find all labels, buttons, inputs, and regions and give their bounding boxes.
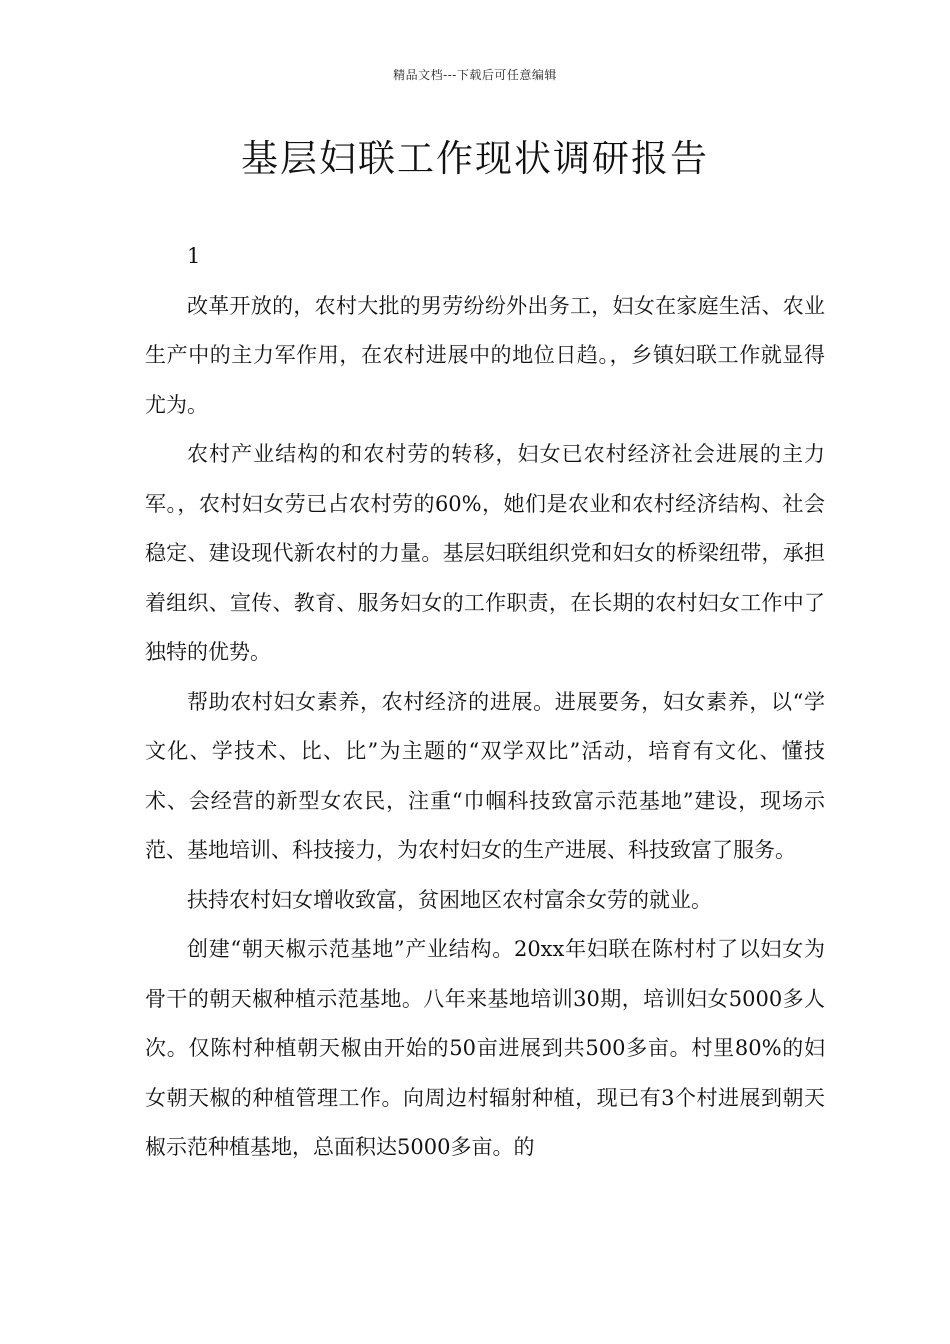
document-body [145, 232, 825, 1173]
paragraph-section-number: 1 [187, 244, 201, 268]
paragraph: 帮助农村妇女素养，农村经济的进展。进展要务，妇女素养，以“学文化、学技术、比、比”为主题的“双学双比”活动，培育有文化、懂技术、会经营的新型女农民，注重“巾帼科技致富示范基地”建设，现场示范、基地培训、科技接力，为农村妇女的生产进展、科技致富了服务。 [145, 689, 825, 862]
paragraph: 改革开放的，农村大批的男劳纷纷外出务工，妇女在家庭生活、农业生产中的主力军作用，在农村进展中的地位日趋。，乡镇妇联工作就显得尤为。 [145, 293, 825, 417]
header-note: 精品文档---下载后可任意编辑 [393, 68, 557, 82]
paragraph: 扶持农村妇女增收致富，贫困地区农村富余女劳的就业。 [187, 887, 712, 912]
paragraph: 创建“朝天椒示范基地”产业结构。20xx年妇联在陈村村了以妇女为骨干的朝天椒种植示范基地。八年来基地培训30期，培训妇女5000多人次。仅陈村种植朝天椒由开始的50亩进展到共500多亩。村里80%的妇女朝天椒的种植管理工作。向周边村辐射种植，现已有3个村进展到朝天椒示范种植基地，总面积达5000多亩。的 [145, 937, 825, 1159]
paragraph: 农村产业结构的和农村劳的转移，妇女已农村经济社会进展的主力军。，农村妇女劳已占农村劳的60%，她们是农业和农村经济结构、社会稳定、建设现代新农村的力量。基层妇联组织党和妇女的桥梁纽带，承担着组织、宣传、教育、服务妇女的工作职责，在长期的农村妇女工作中了独特的优势。 [145, 442, 825, 664]
document-title: 基层妇联工作现状调研报告 [241, 137, 709, 180]
